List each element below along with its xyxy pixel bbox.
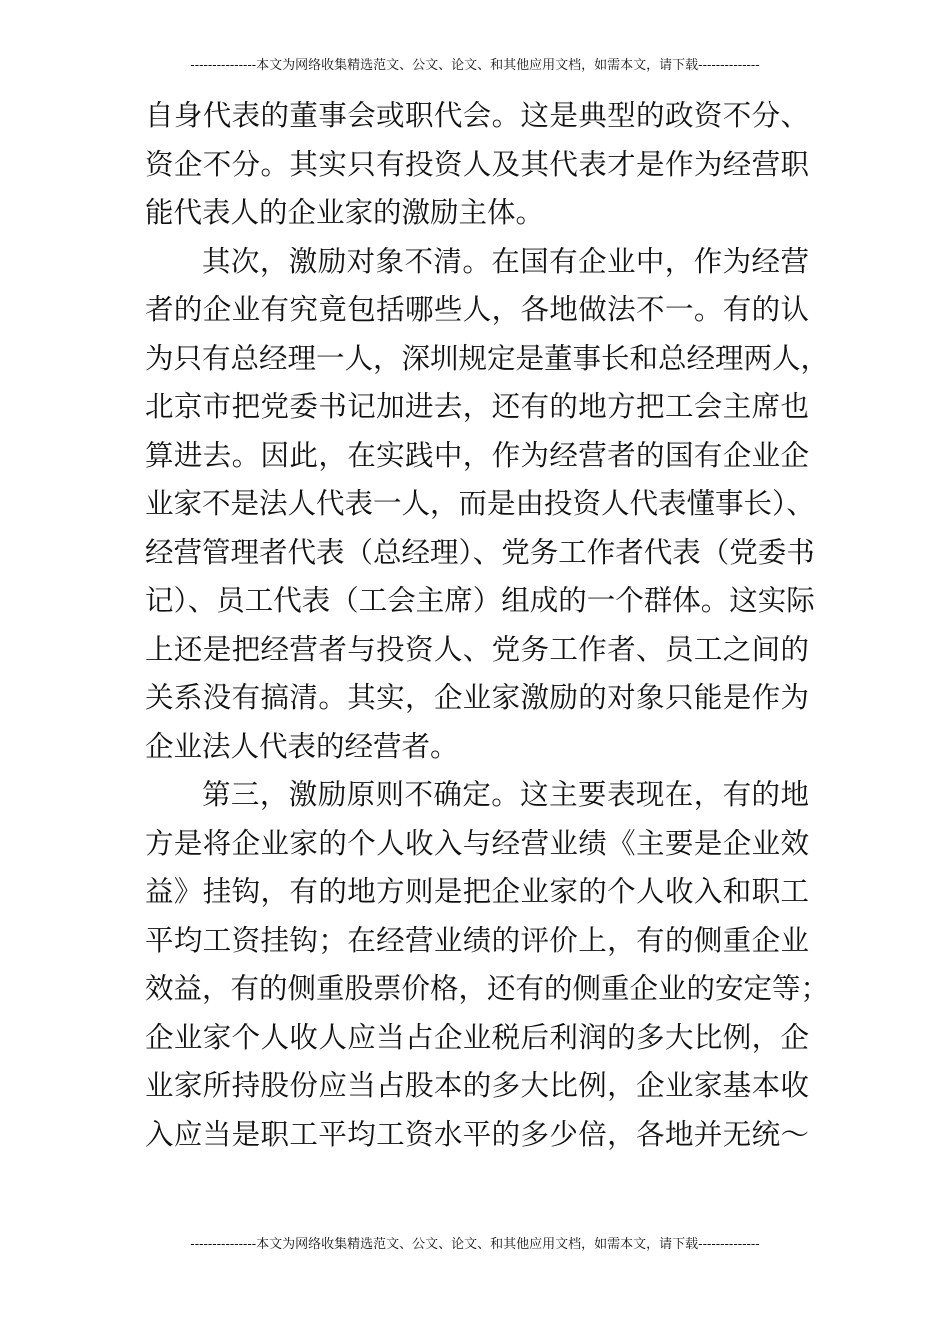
text-line: 益》挂钩，有的地方则是把企业家的个人收入和职工	[145, 875, 809, 908]
text-line: 能代表人的企业家的激励主体。	[145, 196, 545, 229]
text-line: 企业家个人收人应当占企业税后利润的多大比例，企	[145, 1020, 809, 1054]
text-line: 其次，激励对象不清。在国有企业中，作为经营	[202, 244, 809, 278]
text-line: 为只有总经理一人，深圳规定是董事长和总经理两人，	[145, 341, 830, 375]
text-line: 者的企业有究竟包括哪些人，各地做法不一。有的认	[145, 293, 809, 326]
footer-banner: ---------------本文为网络收集精选范文、公文、论文、和其他应用文档，如需本文，请下载--------------	[190, 1237, 760, 1252]
text-line: 业家不是法人代表一人，而是由投资人代表懂事长）、	[145, 487, 815, 520]
text-line: 第三，激励原则不确定。这主要表现在，有的地	[202, 778, 809, 811]
text-line: 记）、员工代表（工会主席）组成的一个群体。这实际	[145, 584, 815, 617]
text-line: 企业法人代表的经营者。	[145, 729, 459, 763]
text-line: 经营管理者代表（总经理）、党务工作者代表（党委书	[145, 535, 815, 569]
header-banner: ---------------本文为网络收集精选范文、公文、论文、和其他应用文档，如需本文，请下载--------------	[190, 58, 760, 73]
text-line: 平均工资挂钩；在经营业绩的评价上，有的侧重企业	[145, 923, 809, 957]
body-text	[145, 92, 830, 1159]
text-line: 效益，有的侧重股票价格，还有的侧重企业的安定等；	[145, 972, 830, 1005]
text-line: 自身代表的董事会或职代会。这是典型的政资不分、	[145, 99, 809, 132]
text-line: 资企不分。其实只有投资人及其代表才是作为经营职	[145, 147, 809, 181]
text-line: 上还是把经营者与投资人、党务工作者、员工之间的	[145, 632, 809, 666]
text-line: 关系没有搞清。其实，企业家激励的对象只能是作为	[145, 681, 809, 714]
text-line: 业家所持股份应当占股本的多大比例，企业家基本收	[145, 1069, 809, 1102]
text-line: 方是将企业家的个人收入与经营业绩《主要是企业效	[145, 826, 809, 860]
text-line: 入应当是职工平均工资水平的多少倍，各地并无统～	[145, 1117, 809, 1151]
text-line: 算进去。因此，在实践中，作为经营者的国有企业企	[145, 438, 809, 472]
text-line: 北京市把党委书记加进去，还有的地方把工会主席也	[145, 390, 809, 423]
